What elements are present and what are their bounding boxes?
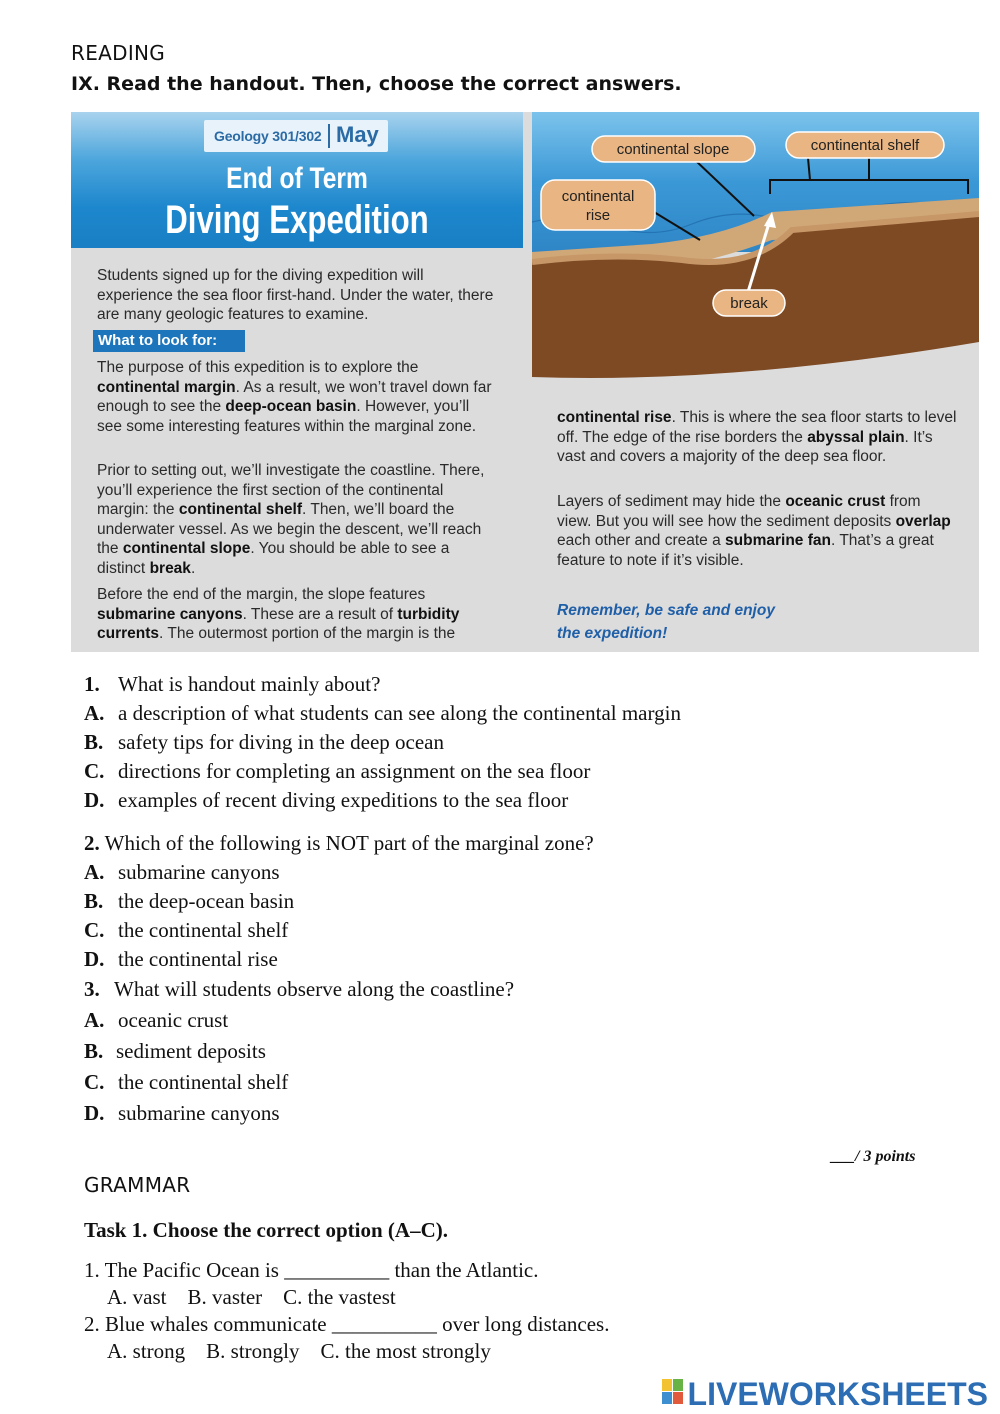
question-number: 1. — [84, 672, 100, 696]
handout-title-line1: End of Term — [226, 162, 368, 195]
question-1 — [84, 670, 964, 699]
label-continental-slope: continental slope — [616, 141, 730, 158]
question-3 — [84, 974, 964, 1005]
handout-banner — [71, 112, 523, 248]
handout-paragraph-5: Layers of sediment may hide the oceanic crust from view. But you will see how the sediment deposits overlap each other and create a submarine fan. That’s a great feature to note if it’s visible. — [557, 493, 951, 569]
month-label: May — [336, 122, 379, 147]
option-3c[interactable]: C. the continental shelf — [84, 1070, 289, 1094]
handout-paragraph-3: Before the end of the margin, the slope features submarine canyons. These are a result of turbidity currents. The outermost portion of the margin is the — [97, 586, 460, 643]
option-1b[interactable]: B. safety tips for diving in the deep ocean — [84, 730, 444, 754]
course-label: Geology 301/302 — [214, 128, 322, 144]
grammar-item-1-options[interactable]: A. vast B. vaster C. the vastest — [107, 1285, 396, 1309]
label-continental-rise-1: continental — [561, 188, 635, 205]
logo-text: LIVEWORKSHEETS — [687, 1376, 988, 1413]
question-text: What will students observe along the coastline? — [114, 977, 515, 1001]
question-number: 2. — [84, 831, 100, 855]
liveworksheets-logo — [662, 1374, 988, 1413]
option-3d[interactable]: D. submarine canyons — [84, 1101, 280, 1125]
question-block — [84, 670, 964, 1129]
option-3b[interactable]: B. sediment deposits — [84, 1039, 266, 1063]
handout-image — [71, 112, 979, 652]
label-continental-shelf: continental shelf — [810, 137, 920, 154]
question-text: Which of the following is NOT part of the marginal zone? — [104, 831, 594, 855]
option-1c[interactable]: C. directions for completing an assignment on the sea floor — [84, 759, 591, 783]
option-3a[interactable]: A. oceanic crust — [84, 1008, 229, 1032]
option-2b[interactable]: B. the deep-ocean basin — [84, 889, 295, 913]
grammar-heading: GRAMMAR — [84, 1173, 191, 1197]
continental-margin-diagram — [532, 112, 979, 384]
handout-paragraph-1: The purpose of this expedition is to explore the continental margin. As a result, we won’t travel down far enough to see the deep-ocean basin. However, you’ll see some interesting features within the marginal zone. — [97, 359, 492, 435]
remember-line-2: the expedition! — [557, 625, 668, 642]
option-1d[interactable]: D. examples of recent diving expeditions to the sea floor — [84, 788, 569, 812]
grammar-items — [84, 1257, 609, 1365]
grammar-task: Task 1. Choose the correct option (A–C). — [84, 1218, 448, 1242]
question-2 — [84, 829, 964, 858]
option-2a[interactable]: A. submarine canyons — [84, 860, 280, 884]
handout-paragraph-4: continental rise. This is where the sea floor starts to level off. The edge of the rise borders the abyssal plain. It’s vast and covers a majority of the deep sea floor. — [557, 409, 957, 466]
handout-title-line2: Diving Expedition — [165, 198, 429, 242]
handout-intro: Students signed up for the diving expedition will experience the sea floor first-hand. Under the water, there are many geologic features to examine. — [97, 267, 494, 324]
course-tag — [204, 120, 388, 152]
label-continental-rise-2: rise — [585, 207, 611, 224]
remember-line-1: Remember, be safe and enjoy — [557, 602, 775, 619]
grammar-item-2: 2. Blue whales communicate __________ over long distances. — [84, 1312, 610, 1336]
question-text: What is handout mainly about? — [118, 672, 381, 696]
reading-heading: READING — [71, 41, 166, 65]
reading-instruction: IX. Read the handout. Then, choose the correct answers. — [71, 73, 682, 95]
points-score: ___/ 3 points — [831, 1148, 916, 1165]
logo-icon — [662, 1376, 684, 1413]
question-number: 3. — [84, 977, 100, 1001]
label-break: break — [730, 295, 768, 312]
option-2d[interactable]: D. the continental rise — [84, 947, 278, 971]
grammar-item-1: 1. The Pacific Ocean is __________ than the Atlantic. — [84, 1258, 539, 1282]
option-1a[interactable]: A. a description of what students can see along the continental margin — [84, 701, 681, 725]
what-to-look-for-heading: What to look for: — [93, 330, 245, 352]
grammar-item-2-options[interactable]: A. strong B. strongly C. the most strongly — [107, 1339, 491, 1363]
handout-paragraph-2: Prior to setting out, we’ll investigate the coastline. There, you’ll experience the first section of the continental margin: the continental shelf. Then, we’ll board the underwater vessel. As we begin the descent, we’ll reach the continental slope. You should be able to see a distinct break. — [97, 462, 485, 577]
option-2c[interactable]: C. the continental shelf — [84, 918, 289, 942]
